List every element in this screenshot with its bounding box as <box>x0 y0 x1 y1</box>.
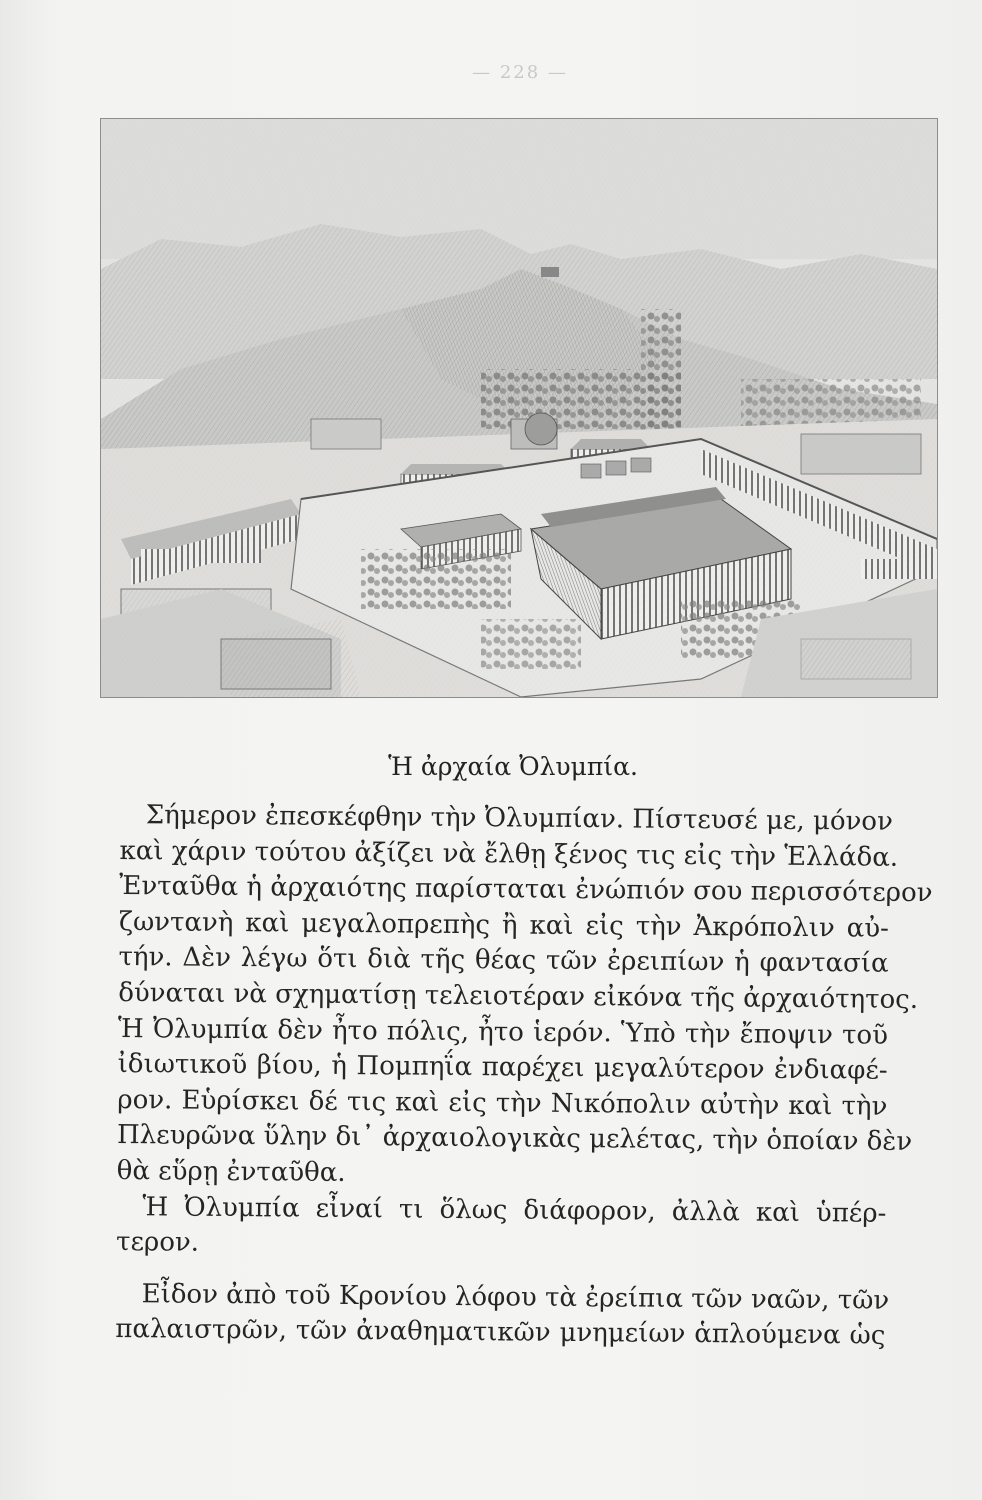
text-line: καὶ χάριν τούτου ἀξίζει νὰ ἔλθῃ ξένος τις εἰς τὴν Ἑλλάδα. <box>119 835 899 873</box>
page-number: — 228 — <box>472 62 568 83</box>
body-text <box>115 798 933 1355</box>
text-line: Σήμερον ἐπεσκέφθην τὴν Ὀλυμπίαν. Πίστευσέ με, μόνον <box>145 800 893 837</box>
text-line: ζωντανὴ καὶ μεγαλοπρεπὴς ἢ καὶ εἰς τὴν Ἀκρόπολιν αὐ- <box>118 906 890 944</box>
text-line: τήν. Δὲν λέγω ὅτι διὰ τῆς θέας τῶν ἐρειπίων ἡ φαντασία <box>118 942 889 980</box>
text-line: τερον. <box>115 1227 200 1258</box>
text-line: δύναται νὰ σχηματίσῃ τελειοτέραν εἰκόνα τῆς ἀρχαιότητος. <box>118 977 919 1015</box>
olympia-engraving <box>101 119 937 697</box>
text-line: παλαιστρῶν, τῶν ἀναθηματικῶν μνημείων ἁπλούμενα ὡς <box>115 1314 886 1352</box>
text-line: θὰ εὕρῃ ἐνταῦθα. <box>116 1155 346 1188</box>
text-line: Ἐνταῦθα ἡ ἀρχαιότης παρίσταται ἐνώπιόν σου περισσότερον <box>119 871 933 909</box>
text-line: ρον. Εὑρίσκει δέ τις καὶ εἰς τὴν Νικόπολιν αὐτὴν καὶ τὴν <box>117 1084 888 1122</box>
text-line: Ἡ Ὀλυμπία δὲν ἦτο πόλις, ἦτο ἱερόν. Ὑπὸ τὴν ἔποψιν τοῦ <box>117 1013 889 1051</box>
text-line: Πλευρῶνα ὕλην δι᾽ ἀρχαιολογικὰς μελέτας, τὴν ὁποίαν δὲν <box>116 1120 913 1158</box>
text-line: Εἶδον ἀπὸ τοῦ Κρονίου λόφου τὰ ἐρείπια τῶν ναῶν, τῶν <box>141 1278 890 1316</box>
illustration-caption: Ἡ ἀρχαία Ὀλυμπία. <box>388 752 638 781</box>
text-line: Ἡ Ὀλυμπία εἶναί τι ὅλως διάφορον, ἀλλὰ καὶ ὑπέρ- <box>142 1191 887 1229</box>
text-line: ἰδιωτικοῦ βίου, ἡ Πομπηΐα παρέχει μεγαλύτερον ἐνδιαφέ- <box>117 1049 888 1086</box>
olympia-illustration <box>100 118 938 698</box>
